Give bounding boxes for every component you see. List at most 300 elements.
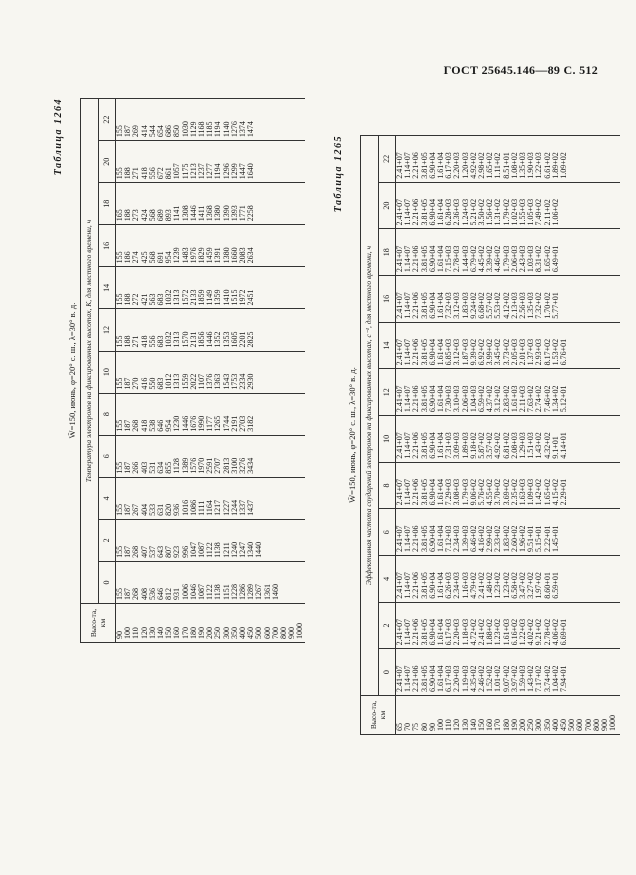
table-cell: 2022 — [188, 373, 198, 390]
table-cell: 1676 — [188, 415, 198, 432]
table-cell: 403 — [139, 461, 149, 474]
altitude-value: 800 — [279, 627, 289, 639]
hour-header: 12 — [378, 369, 396, 416]
table-cell: 2.34+03 — [452, 572, 462, 599]
table-cell: 271 — [131, 167, 141, 180]
table-cell: 1.59+03 — [518, 665, 528, 692]
table-cell: 1032 — [164, 289, 174, 306]
table-cell: 672 — [156, 167, 166, 180]
table-cell: 2813 — [221, 457, 231, 474]
hour-header: 14 — [378, 322, 396, 369]
table-cell: 6.90+04 — [427, 432, 437, 459]
altitude-value: 130 — [460, 719, 470, 731]
table-cell: 1032 — [164, 331, 174, 348]
table-cell: 1543 — [221, 373, 231, 390]
altitude-value: 160 — [485, 719, 495, 731]
table-cell: 3.81+05 — [419, 152, 429, 179]
altitude-value: 180 — [188, 627, 198, 639]
table-cell: 418 — [139, 335, 149, 348]
table-cell: 1.61+04 — [436, 525, 446, 553]
table-cell: 1006 — [180, 584, 190, 600]
table-cell: 556 — [147, 335, 157, 348]
table-cell: 6.69+01 — [559, 618, 569, 646]
altitude-value: 400 — [550, 719, 560, 731]
table-cell: 3.81+05 — [419, 618, 429, 646]
table-cell: 2591 — [205, 457, 215, 474]
hour-header: 20 — [378, 182, 396, 229]
table-cell: 4.37+02 — [485, 385, 495, 413]
table-cell: 1856 — [197, 331, 207, 348]
table-cell: 9.51+01 — [526, 525, 536, 553]
table-cell: 1.23+02 — [501, 572, 511, 599]
table-cell: 1277 — [205, 163, 215, 180]
table-cell: 2.22+01 — [542, 525, 552, 553]
table-cell: 1213 — [188, 163, 198, 180]
table-cell: 2.56+03 — [518, 292, 528, 319]
table-cell: 1057 — [172, 163, 182, 180]
altitude-value: 350 — [229, 627, 239, 639]
table-cell: 2.78+03 — [452, 245, 462, 273]
table-cell: 683 — [156, 335, 166, 348]
table-cell: 9.24+02 — [468, 292, 478, 319]
altitude-value: 100 — [436, 719, 446, 731]
table-cell: 1227 — [221, 499, 231, 516]
value-column — [396, 509, 620, 556]
table-cell: 2.06+03 — [509, 245, 519, 273]
table-cell: 2191 — [229, 415, 239, 432]
value-column — [396, 276, 620, 323]
table-cell: 2.41+07 — [395, 152, 404, 179]
altitude-value: 250 — [213, 627, 223, 639]
table-cell: 1.61+03 — [501, 618, 511, 646]
table-cell: 1.48+02 — [485, 572, 495, 599]
table-cell: 2131 — [188, 331, 198, 348]
table-cell: 1474 — [246, 121, 256, 138]
table-cell: 683 — [156, 377, 166, 390]
table-cell: 1289 — [246, 584, 256, 600]
table-cell: 1240 — [229, 541, 239, 558]
table-cell: 1483 — [180, 247, 190, 264]
table-cell: 7.32+03 — [444, 292, 454, 319]
table-cell: 1.34+02 — [550, 385, 560, 413]
table-cell: 188 — [123, 167, 133, 180]
table-cell: 404 — [139, 503, 149, 516]
altitude-value: 180 — [501, 719, 511, 731]
table-cell: 1296 — [221, 163, 231, 180]
table-cell: 1410 — [221, 289, 231, 306]
table-cell: 5.76+02 — [477, 478, 487, 506]
table-cell: 1.63+03 — [518, 478, 528, 506]
table-cell: 1340 — [246, 541, 256, 558]
table-cell: 6.17+03 — [444, 618, 454, 646]
value-column — [396, 649, 620, 696]
table-cell: 646 — [156, 419, 166, 432]
table-cell: 4.72+02 — [468, 618, 478, 646]
table-cell: 407 — [139, 545, 149, 558]
table-cell: 1177 — [205, 415, 215, 432]
table-cell: 6.16+02 — [509, 618, 519, 646]
table-cell: 1299 — [229, 163, 239, 180]
table-cell: 2.21+06 — [411, 478, 421, 506]
table-cell: 4.02+02 — [526, 618, 536, 646]
table-cell: 2.08+03 — [509, 432, 519, 459]
table-cell: 2.11+02 — [542, 199, 552, 226]
table-cell: 155 — [115, 125, 124, 138]
table-cell: 1087 — [197, 541, 207, 558]
table-cell: 1.14+07 — [403, 198, 413, 226]
table-cell: 2.41+07 — [395, 525, 404, 553]
altitude-header: Высо-та, км — [81, 604, 116, 643]
table-cell: 2.13+03 — [509, 292, 519, 319]
table-cell: 3.81+05 — [419, 478, 429, 506]
table-cell: 1859 — [197, 289, 207, 306]
table-cell: 6.90+04 — [427, 198, 437, 226]
table-cell: 273 — [131, 209, 141, 222]
table-cell: 855 — [164, 461, 174, 474]
table-cell: 4.79+02 — [468, 572, 478, 599]
altitude-value: 160 — [172, 627, 182, 639]
table-cell: 2334 — [238, 373, 248, 390]
table-cell: 2.20+03 — [452, 665, 462, 692]
table-cell: 2.41+07 — [395, 385, 404, 413]
table-cell: 1168 — [197, 121, 207, 138]
table-cell: 7.31+03 — [444, 432, 454, 459]
table-cell: 155 — [115, 545, 124, 558]
altitude-value: 190 — [197, 627, 207, 639]
table-cell: 187 — [123, 419, 133, 432]
table-cell: 1.61+04 — [436, 152, 446, 179]
table-cell: 6.61+02 — [542, 152, 552, 179]
table-cell: 1389 — [180, 457, 190, 474]
table-cell: 1.14+07 — [403, 618, 413, 646]
table-cell: 2.21+06 — [411, 432, 421, 459]
table-cell: 550 — [147, 377, 157, 390]
table-cell: 1107 — [197, 373, 207, 390]
table-cell: 1.55+03 — [518, 198, 528, 226]
table-cell: 536 — [147, 588, 157, 600]
table-cell: 1411 — [197, 205, 207, 222]
table-cell: 271 — [131, 335, 141, 348]
table-cell: 1194 — [213, 163, 223, 180]
hour-header: 16 — [98, 225, 116, 267]
table-cell: 1459 — [205, 247, 215, 264]
table-cell: 2083 — [238, 247, 248, 264]
table-cell: 1.79+03 — [501, 245, 511, 273]
table-cell: 1164 — [205, 500, 215, 516]
page-header: ГОСТ 25645.146—89 С. 512 — [443, 63, 598, 77]
table-cell: 1376 — [205, 373, 215, 390]
table-cell: 3.81+05 — [419, 292, 429, 319]
table-cell: 1.88+02 — [485, 618, 495, 646]
table-cell: 2707 — [213, 457, 223, 474]
altitude-value: 150 — [164, 627, 174, 639]
table-cell: 954 — [164, 251, 174, 264]
table-cell: 2.21+06 — [411, 245, 421, 273]
table-cell: 936 — [172, 503, 182, 516]
table-cell: 563 — [147, 293, 157, 306]
table-cell: 274 — [131, 251, 141, 264]
table-cell: 1391 — [213, 247, 223, 264]
table-title: Таблица 1264 — [53, 98, 64, 176]
table-cell: 1.22+03 — [534, 152, 544, 179]
table-cell: 820 — [164, 503, 174, 516]
table-cell: 6.49+01 — [550, 245, 560, 273]
table-cell: 155 — [115, 251, 124, 264]
table-cell: 187 — [123, 503, 133, 516]
table-cell: 4.46+02 — [493, 245, 503, 273]
value-column — [396, 462, 620, 509]
altitude-header: Высо-та, км — [361, 696, 396, 735]
table-cell: 7.29+03 — [444, 478, 454, 506]
value-column — [116, 435, 305, 477]
table-cell: 4.92+02 — [493, 432, 503, 459]
table-cell: 6.17+03 — [444, 152, 454, 179]
table-cell: 2.01+03 — [518, 338, 528, 366]
altitude-value: 350 — [542, 719, 552, 731]
table-cell: 1990 — [197, 415, 207, 432]
table-cell: 6.59+02 — [477, 385, 487, 413]
table-cell: 155 — [115, 461, 124, 474]
table-cell: 2.43+03 — [518, 245, 528, 273]
table-cell: 3.81+05 — [419, 432, 429, 459]
table-cell: 269 — [131, 125, 141, 138]
table-cell: 1.89+02 — [550, 152, 560, 179]
table-cell: 3.12+03 — [452, 338, 462, 366]
table-cell: 155 — [115, 377, 124, 390]
table-cell: 1352 — [213, 331, 223, 348]
table-cell: 1.03+03 — [526, 245, 536, 273]
table-cell: 654 — [156, 125, 166, 138]
table-cell: 850 — [172, 125, 182, 138]
table-cell: 1380 — [213, 205, 223, 222]
table-cell: 4.55+02 — [485, 478, 495, 506]
table-cell: 1440 — [254, 541, 264, 558]
table-cell: 414 — [139, 125, 149, 138]
table-cell: 1.61+04 — [436, 478, 446, 506]
table-cell: 2.41+07 — [395, 292, 404, 319]
table-cell: 2.78+02 — [542, 618, 552, 646]
table-cell: 1247 — [238, 541, 248, 558]
table-cell: 1390 — [221, 205, 231, 222]
value-column — [116, 393, 305, 435]
table-cell: 3.81+05 — [419, 572, 429, 599]
hour-header: 16 — [378, 276, 396, 323]
table-cell: 6.76+01 — [559, 338, 569, 366]
value-column — [116, 309, 305, 351]
table-cell: 5.21+02 — [468, 198, 478, 226]
table-cell: 2.99+02 — [485, 525, 495, 553]
altitude-value: 600 — [262, 627, 272, 639]
table-cell: 1576 — [188, 457, 198, 474]
table-cell: 188 — [123, 335, 133, 348]
table-cell: 1374 — [238, 121, 248, 138]
table-cell: 1211 — [221, 542, 231, 558]
table-cell: 1138 — [213, 542, 223, 558]
altitude-value: 450 — [246, 627, 256, 639]
table-cell: 1.14+07 — [403, 385, 413, 413]
table-cell: 6.68+02 — [477, 292, 487, 319]
table-cell: 418 — [139, 167, 149, 180]
table-cell: 1.04+02 — [550, 665, 560, 692]
altitude-value: 500 — [254, 627, 264, 639]
table-cell: 1.83+03 — [460, 292, 470, 319]
table-cell: 3.99+02 — [485, 338, 495, 366]
table-cell: 3100 — [229, 457, 239, 474]
table-cell: 538 — [147, 419, 157, 432]
altitude-value: 400 — [238, 627, 248, 639]
altitude-value: 450 — [559, 719, 569, 731]
table-cell: 1.79+03 — [460, 478, 470, 506]
table-cell: 1138 — [213, 584, 223, 600]
table-cell: 1122 — [205, 584, 215, 600]
table-cell: 1605 — [229, 331, 239, 348]
table-caption: W̄=150, июнь, φ=20° с. ш., λ=30° в. д. — [67, 302, 77, 439]
table-cell: 155 — [115, 419, 124, 432]
table-cell: 1.14+07 — [403, 432, 413, 459]
table-cell: 1237 — [197, 163, 207, 180]
table-cell: 1129 — [188, 121, 198, 138]
table-cell: 4.32+02 — [542, 432, 552, 459]
table-cell: 1239 — [172, 247, 182, 264]
table-cell: 1.11+02 — [493, 152, 503, 179]
hour-header: 22 — [98, 99, 116, 141]
table-cell: 2.35+02 — [509, 478, 519, 506]
table-cell: 2.21+06 — [411, 152, 421, 179]
table-cell: 1313 — [172, 331, 182, 348]
table-cell: 1353 — [221, 331, 231, 348]
table-cell: 1.14+07 — [403, 572, 413, 599]
table-cell: 1286 — [238, 584, 248, 600]
table-cell: 1.87+03 — [460, 338, 470, 366]
table-cell: 1265 — [213, 415, 223, 432]
altitude-value: 200 — [518, 719, 528, 731]
table-cell: 1.04+03 — [468, 385, 478, 413]
table-cell: 686 — [164, 125, 174, 138]
altitude-value: 110 — [131, 627, 141, 639]
altitude-value: 170 — [493, 719, 503, 731]
table-cell: 1.65+02 — [542, 245, 552, 273]
table-cell: 1744 — [221, 415, 231, 432]
table-cell: 165 — [115, 209, 124, 222]
table-cell: 187 — [123, 588, 133, 600]
hour-header: 4 — [378, 556, 396, 603]
table-cell: 6.90+04 — [427, 525, 437, 553]
table-cell: 6.17+03 — [444, 665, 454, 692]
table-cell: 267 — [131, 503, 141, 516]
table-cell: 1.29+03 — [518, 432, 528, 459]
table-cell: 6.90+04 — [427, 478, 437, 506]
table-cell: 1380 — [221, 247, 231, 264]
table-cell: 1640 — [246, 163, 256, 180]
table-cell: 5.53+02 — [493, 292, 503, 319]
table-cell: 155 — [115, 588, 124, 600]
table-cell: 7.15+03 — [444, 245, 454, 273]
table-cell: 1175 — [180, 163, 190, 180]
table-cell: 3.81+05 — [419, 665, 429, 692]
table-cell: 923 — [172, 545, 182, 558]
hour-header: 2 — [98, 519, 116, 561]
altitude-value: 120 — [139, 627, 149, 639]
table-cell: 1047 — [188, 541, 198, 558]
altitude-value: 900 — [287, 627, 297, 639]
table-cell: 8.60+01 — [542, 572, 552, 599]
table-cell: 1829 — [197, 247, 207, 264]
table-cell: 3.69+02 — [501, 478, 511, 506]
table-cell: 1.65+02 — [542, 478, 552, 506]
table-caption: W̄=150, июнь, φ=20° с. ш., λ=30° в. д. — [347, 367, 357, 503]
table-cell: 3.70+02 — [493, 478, 503, 506]
table-cell: 5.12+01 — [559, 385, 569, 413]
altitude-value: 1000 — [295, 623, 305, 639]
table-cell: 683 — [156, 293, 166, 306]
table-cell: 3.57+02 — [485, 432, 495, 459]
table-cell: 1.18+03 — [460, 618, 470, 646]
value-column — [116, 225, 305, 267]
table-cell: 2.11+03 — [518, 385, 528, 413]
table-cell: 2634 — [246, 247, 256, 264]
table-cell: 6.90+04 — [427, 152, 437, 179]
table-cell: 1.96+02 — [518, 525, 528, 553]
altitude-value: 110 — [444, 719, 454, 731]
altitude-value: 800 — [591, 719, 601, 731]
table-cell: 2.21+06 — [411, 338, 421, 366]
value-column — [116, 561, 305, 603]
altitude-value: 250 — [526, 719, 536, 731]
table-cell: 1572 — [180, 289, 190, 306]
table-cell: 2.41+07 — [395, 338, 404, 366]
table-cell: 2.34+03 — [452, 525, 462, 553]
table-cell: 3.27+02 — [526, 572, 536, 599]
table-cell: 2133 — [188, 289, 198, 306]
table-cell: 3182 — [246, 415, 256, 432]
table-cell: 1194 — [213, 121, 223, 138]
hour-header: 4 — [98, 477, 116, 519]
table-cell: 2.20+03 — [452, 152, 462, 179]
table-cell: 1276 — [229, 121, 239, 138]
table-cell: 155 — [115, 293, 124, 306]
table-cell: 1337 — [238, 499, 248, 516]
table-cell: 155 — [115, 503, 124, 516]
table-cell: 1.61+04 — [436, 572, 446, 599]
table-cell: 893 — [164, 209, 174, 222]
table-cell: 2.21+06 — [411, 198, 421, 226]
table-cell: 2.83+02 — [501, 385, 511, 413]
value-column — [396, 369, 620, 416]
table-cell: 1128 — [172, 458, 182, 474]
altitude-value: 140 — [468, 719, 478, 731]
table-cell: 8.51+01 — [501, 152, 511, 179]
table-cell: 268 — [131, 419, 141, 432]
value-column — [116, 477, 305, 519]
table-cell: 1.23+02 — [493, 572, 503, 599]
table-cell: 1.51+03 — [526, 432, 536, 459]
table-cell: 2.46+02 — [477, 665, 487, 692]
table-cell: 1393 — [229, 205, 239, 222]
table-cell: 2.20+03 — [452, 618, 462, 646]
table-cell: 1.97+02 — [534, 572, 544, 599]
table-cell: 425 — [139, 251, 149, 264]
table-cell: 1446 — [205, 331, 215, 348]
table-cell: 1217 — [213, 499, 223, 516]
table-cell: 1012 — [164, 373, 174, 390]
table-cell: 531 — [147, 461, 157, 474]
altitude-value: 140 — [156, 627, 166, 639]
table-cell: 1.61+04 — [436, 198, 446, 226]
hour-header: 2 — [378, 602, 396, 649]
altitude-column — [116, 604, 305, 643]
table-cell: 1016 — [180, 499, 190, 516]
table-cell: 2.41+07 — [395, 432, 404, 459]
